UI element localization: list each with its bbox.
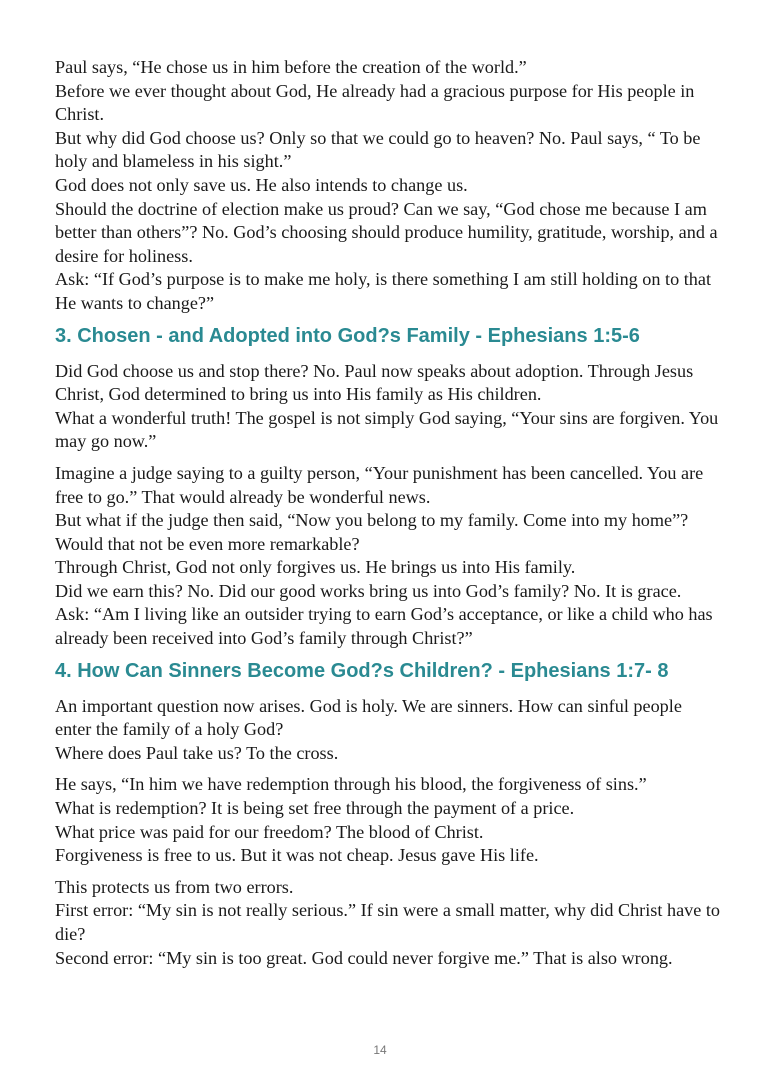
- section4-block-1: [55, 695, 722, 766]
- paragraph: Paul says, “He chose us in him before the creation of the world.”: [55, 57, 527, 77]
- page-number: 14: [373, 1043, 387, 1057]
- paragraph: Before we ever thought about God, He already had a gracious purpose for His people in Christ.: [55, 80, 695, 125]
- paragraph: But what if the judge then said, “Now you belong to my family. Come into my home”? Would that not be even more remarkable?: [55, 510, 689, 554]
- paragraph: But why did God choose us? Only so that we could go to heaven? No. Paul says, “ To be holy and blameless in his sight.”: [55, 127, 701, 172]
- paragraph: Ask: “If God’s purpose is to make me holy, is there something I am still holding on to that He wants to change?”: [55, 269, 712, 313]
- intro-block: [55, 56, 722, 316]
- paragraph: What a wonderful truth! The gospel is not simply God saying, “Your sins are forgiven. You may go now.”: [55, 407, 719, 452]
- paragraph: Where does Paul take us? To the cross.: [55, 742, 339, 763]
- section4-block-3: [55, 876, 722, 970]
- paragraph: This protects us from two errors.: [55, 876, 294, 897]
- paragraph: Should the doctrine of election make us proud? Can we say, “God chose me because I am better than others”? No. God’s choosing should produce humility, gratitude, worship, and a desire for holiness.: [55, 198, 718, 266]
- paragraph: What is redemption? It is being set free through the payment of a price.: [55, 798, 575, 819]
- paragraph: Ask: “Am I living like an outsider trying to earn God’s acceptance, or like a child who has already been received into God’s family through Christ?”: [55, 604, 713, 649]
- section-heading-3: 3. Chosen - and Adopted into God?s Family - Ephesians 1:5-6: [55, 324, 640, 347]
- paragraph: Did God choose us and stop there? No. Paul now speaks about adoption. Through Jesus Christ, God determined to bring us into His family as His children.: [55, 360, 694, 405]
- paragraph: Imagine a judge saying to a guilty person, “Your punishment has been cancelled. You are free to go.” That would already be wonderful news.: [55, 462, 704, 507]
- paragraph: Forgiveness is free to us. But it was not cheap. Jesus gave His life.: [55, 845, 539, 866]
- paragraph: What price was paid for our freedom? The blood of Christ.: [55, 821, 484, 842]
- section-heading-4: 4. How Can Sinners Become God?s Children? - Ephesians 1:7- 8: [55, 659, 669, 682]
- paragraph: First error: “My sin is not really serious.” If sin were a small matter, why did Christ have to die?: [55, 900, 720, 944]
- paragraph: Through Christ, God not only forgives us. He brings us into His family.: [55, 557, 576, 578]
- section3-block-2: [55, 462, 722, 651]
- paragraph: God does not only save us. He also intends to change us.: [55, 174, 468, 195]
- section3-block-1: [55, 360, 722, 454]
- paragraph: Did we earn this? No. Did our good works bring us into God’s family? No. It is grace.: [55, 580, 682, 601]
- paragraph: Second error: “My sin is too great. God could never forgive me.” That is also wrong.: [55, 947, 673, 968]
- paragraph: He says, “In him we have redemption through his blood, the forgiveness of sins.”: [55, 774, 647, 795]
- section4-block-2: [55, 773, 722, 867]
- paragraph: An important question now arises. God is holy. We are sinners. How can sinful people enter the family of a holy God?: [55, 695, 682, 740]
